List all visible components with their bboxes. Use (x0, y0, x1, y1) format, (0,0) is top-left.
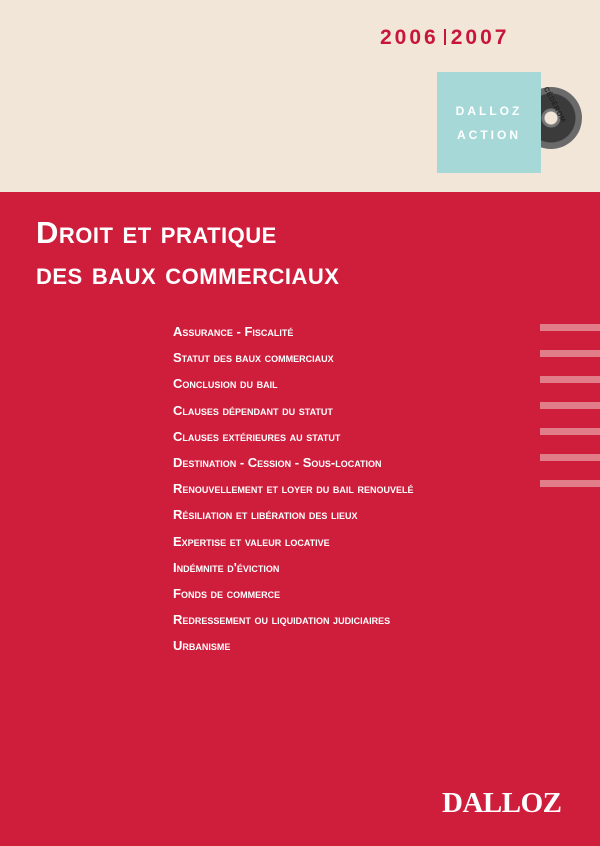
topic-item: Clauses dépendant du statut (173, 402, 333, 418)
year-separator (444, 29, 446, 45)
collection-badge (437, 72, 541, 173)
topic-item: Redressement ou liquidation judiciaires (173, 612, 391, 628)
collection-line2: ACTION (457, 127, 521, 142)
edition-year-start: 2006 (380, 26, 439, 49)
stripe (540, 454, 600, 461)
topics-list (173, 319, 413, 660)
topic-item: Fonds de commerce (173, 586, 281, 602)
decorative-stripes (540, 324, 600, 506)
edition-year-end: 2007 (450, 26, 510, 49)
collection-line1: DALLOZ (455, 103, 523, 118)
stripe (540, 376, 600, 383)
title-line-1: Droit et pratique (36, 215, 277, 250)
topic-item: Statut des baux commerciaux (173, 350, 334, 366)
title-line-2: des baux commerciaux (36, 256, 340, 291)
publisher-logo: DALLOZ (442, 787, 562, 819)
book-title (36, 212, 339, 294)
stripe (540, 402, 600, 409)
topic-item: Destination - Cession - Sous-location (173, 455, 382, 471)
topic-item: Expertise et valeur locative (173, 533, 330, 549)
topic-item: Assurance - Fiscalité (173, 324, 294, 339)
topic-item: Clauses extérieures au statut (173, 428, 341, 444)
topic-item: Renouvellement et loyer du bail renouvelé (173, 481, 414, 497)
edition-years (380, 26, 509, 50)
cdrom-label: CÉDÉROM (541, 86, 567, 124)
stripe (540, 350, 600, 357)
topic-item: Conclusion du bail (173, 376, 278, 392)
topic-item: Indémnite d'éviction (173, 559, 280, 575)
stripe (540, 324, 600, 331)
topic-item: Urbanisme (173, 638, 231, 654)
topic-item: Résiliation et libération des lieux (173, 507, 358, 523)
stripe (540, 428, 600, 435)
stripe (540, 480, 600, 487)
